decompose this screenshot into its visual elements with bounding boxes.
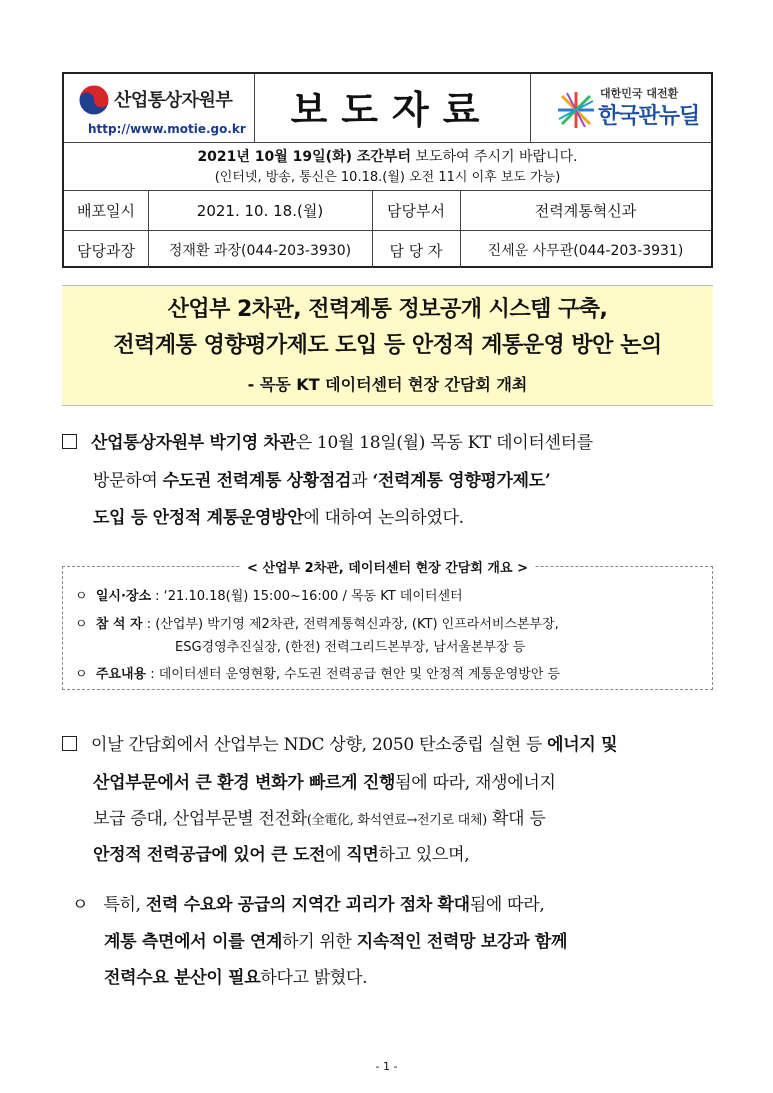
para2-text: 에 [325,845,347,865]
summary-row-attendees-cont: ESG경영추진실장, (한전) 전력그리드본부장, 남서울본부장 등 [175,640,526,655]
para2-bold: 산업부문에서 큰 환경 변화가 빠르게 진행 [93,773,396,793]
para3-text: 하기 위한 [282,932,357,952]
para3-text: 하다고 밝혔다. [260,968,368,988]
taegeuk-emblem-icon [78,84,110,116]
para1-bold: ‘전력계통 영향평가제도’ [372,471,551,491]
embargo-date: 2021년 10월 19일(화) 조간부터 [197,149,411,165]
distribution-date-label: 배포일시 [77,202,135,220]
ministry-name: 산업통상자원부 [114,90,233,111]
para3-line3 [104,963,367,988]
divider [64,190,711,191]
para3-bold: 전력수요 분산이 필요 [104,968,261,988]
summary-title: < 산업부 2차관, 데이터센터 현장 간담회 개요 > [241,561,534,576]
circle-bullet-icon: ㅇ [75,617,88,632]
embargo-notice [64,146,711,166]
divider [530,74,531,142]
para2-line3 [93,804,546,829]
para3-bold: 지속적인 전력망 보강과 함께 [356,932,568,952]
para3-line1 [72,890,545,915]
checkbox-bullet-icon [62,736,77,751]
circle-bullet-icon: ㅇ [75,589,88,604]
para3-line2 [104,927,567,952]
para2-text: 보급 증대, 산업부문별 전전화 [93,809,307,829]
distribution-date-value: 2021. 10. 18.(월) [196,202,324,220]
manager-label: 담당과장 [77,242,135,260]
staff-label: 담 당 자 [389,242,443,260]
para2-line2 [93,768,556,793]
press-release-header [62,72,713,268]
para2-bold: 에너지 및 [547,735,618,755]
meeting-summary-box [62,561,713,690]
para2-note: (全電化, 화석연료→전기로 대체) [306,813,487,828]
circle-bullet-icon: ㅇ [75,667,88,682]
para2-line4 [93,840,469,865]
headline-subtitle: - 목동 KT 데이터센터 현장 간담회 개최 [247,375,528,394]
para2-text: 됨에 따라, 재생에너지 [395,773,556,793]
para2-bold: 안정적 전력공급에 있어 큰 도전 [93,845,326,865]
page-number: - 1 - [375,1060,398,1073]
department-value: 전력계통혁신과 [534,202,637,220]
para3-bold: 전력 수요와 공급의 지역간 괴리가 점차 확대 [145,895,470,915]
para1-text: 은 10월 18일(월) 목동 KT 데이터센터를 [295,433,593,453]
summary-label: 참 석 자 [95,617,143,632]
para1-line3 [93,503,464,528]
para2-line1 [62,730,617,755]
summary-label: 주요내용 [95,667,147,682]
doc-title: 보도자료 [290,88,494,132]
embargo-online-notice: (인터넷, 방송, 통신은 10.18.(월) 오전 11시 이후 보도 가능) [214,170,561,185]
para1-line1 [62,428,593,453]
new-deal-name: 한국판뉴딜 [598,104,700,129]
summary-row-datetime [75,585,463,604]
new-deal-slogan: 대한민국 대전환 [600,87,679,100]
para1-text: 에 대하여 논의하였다. [303,508,464,528]
staff-value: 진세운 사무관(044-203-3931) [487,243,684,259]
summary-value: : ‘21.10.18(월) 15:00~16:00 / 목동 KT 데이터센터 [155,589,463,604]
summary-row-agenda [75,663,560,682]
para3-bold: 계통 측면에서 이를 연계 [104,932,283,952]
summary-label: 일시·장소 [95,589,151,604]
circle-bullet-icon: ㅇ [72,895,89,915]
para3-text: 특히, [103,895,146,915]
summary-value: : 데이터센터 운영현황, 수도권 전력공급 현안 및 안정적 계통운영방안 등 [150,667,561,682]
para1-line2 [93,466,551,491]
summary-value: : (산업부) 박기영 제2차관, 전력계통혁신과장, (KT) 인프라서비스본부장, [146,617,559,632]
headline-line2: 전력계통 영향평가제도 도입 등 안정적 계통운영 방안 논의 [113,333,662,358]
para2-text: 이날 간담회에서 산업부는 NDC 상향, 2050 탄소중립 실현 등 [91,735,548,755]
para1-text: 과 [351,471,373,491]
para1-bold: 수도권 전력계통 상황점검 [162,471,352,491]
para2-text: 하고 있으며, [378,845,470,865]
summary-row-attendees [75,613,559,632]
divider [64,142,711,143]
department-label: 담당부서 [387,202,445,220]
para1-text: 방문하여 [93,471,163,491]
headline-line1: 산업부 2차관, 전력계통 정보공개 시스템 구축, [167,297,608,322]
para2-bold: 직면 [346,845,379,865]
checkbox-bullet-icon [62,434,77,449]
manager-value: 정재환 과장(044-203-3930) [168,243,352,259]
ministry-url[interactable]: http://www.motie.go.kr [88,122,246,136]
para2-text: 확대 등 [486,809,546,829]
para1-bold: 산업통상자원부 박기영 차관 [91,433,296,453]
headline-box [62,285,713,406]
divider [64,230,711,231]
korean-new-deal-logo-icon [556,90,596,130]
para3-text: 됨에 따라, [469,895,545,915]
embargo-text: 보도하여 주시기 바랍니다. [410,149,578,165]
para1-bold: 도입 등 안정적 계통운영방안 [93,508,304,528]
